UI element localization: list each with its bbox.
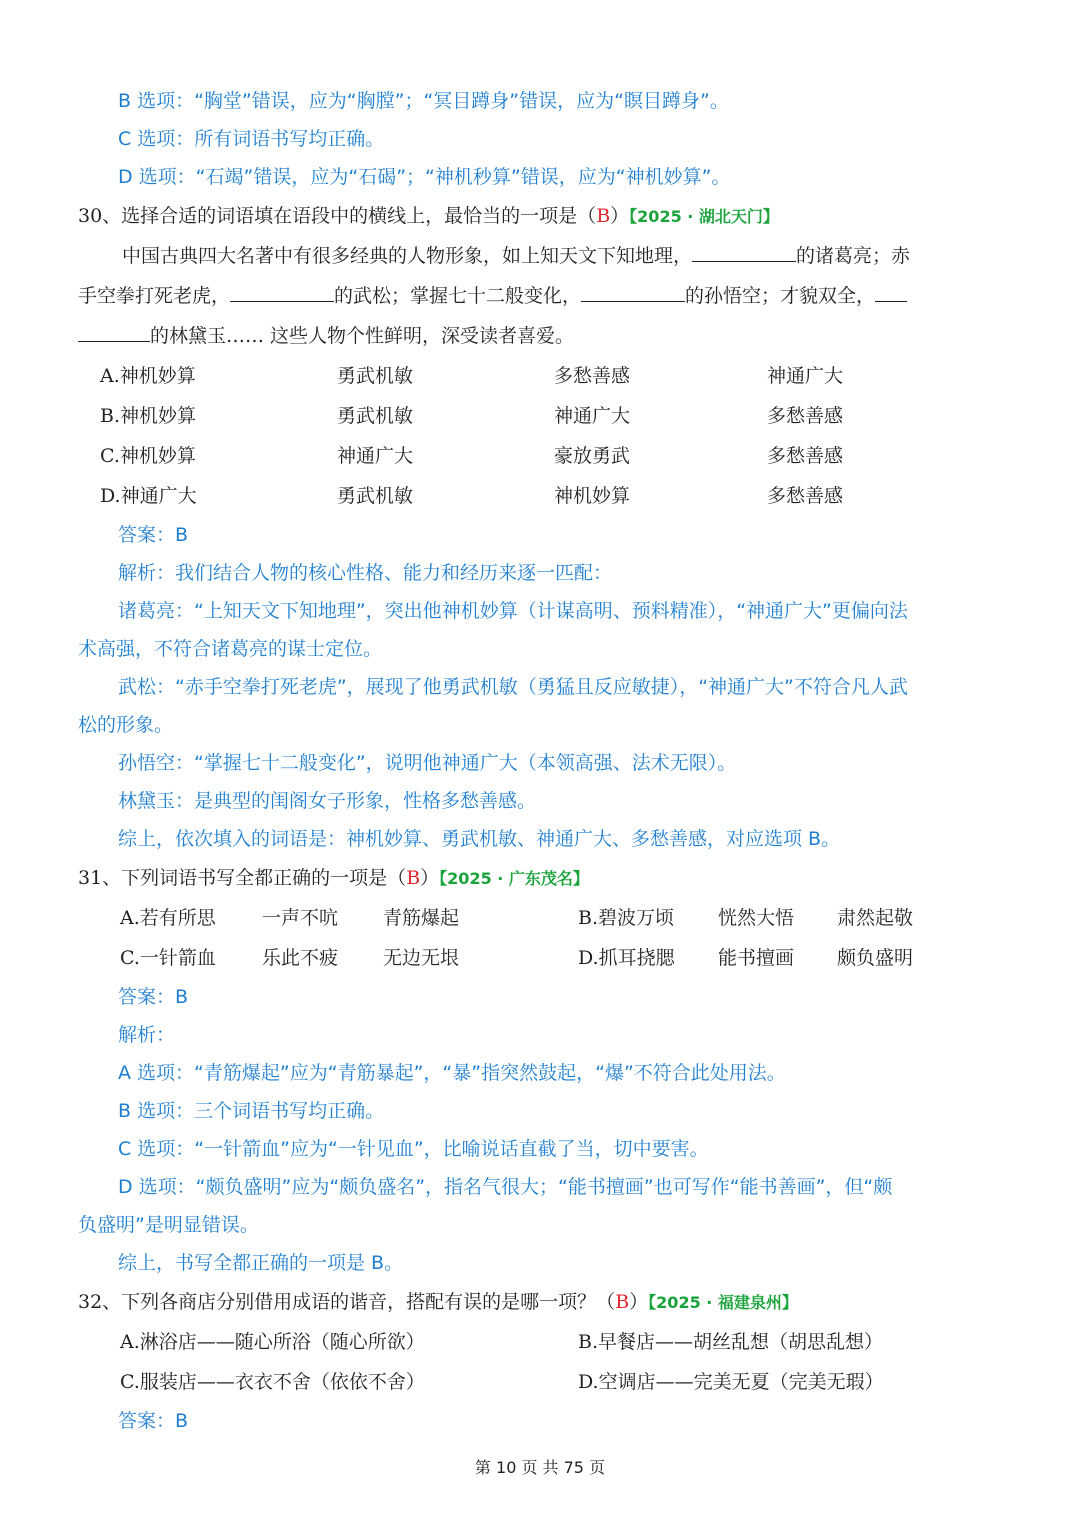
- q30-option-b-4: 多愁善感: [767, 405, 844, 427]
- q30-stem-prefix: 30、选择合适的词语填在语段中的横线上，最恰当的一项是（: [78, 205, 597, 227]
- q30-option-c-4: 多愁善感: [767, 445, 844, 467]
- q31-analysis-c: C 选项：“一针箭血”应为“一针见血”，比喻说话直截了当，切中要害。: [118, 1138, 709, 1160]
- q31-analysis-a: A 选项：“青筋爆起”应为“青筋暴起”，“暴”指突然鼓起，“爆”不符合此处用法。: [118, 1062, 786, 1084]
- q31-stem-prefix: 31、下列词语书写全都正确的一项是（: [78, 867, 407, 889]
- q30-option-d-4: 多愁善感: [767, 485, 844, 507]
- q32-answer-letter: B: [615, 1291, 630, 1313]
- q32-stem-prefix: 32、下列各商店分别借用成语的谐音，搭配有误的是哪一项？（: [78, 1291, 616, 1313]
- q30-stem: [78, 201, 779, 232]
- q30-analysis-zhuge-2: 术高强，不符合诸葛亮的谋士定位。: [78, 638, 383, 660]
- q31-answer-letter: B: [406, 867, 421, 889]
- q31-option-d-3: 颇负盛明: [837, 947, 914, 969]
- q29-analysis-b: B 选项：“胸堂”错误，应为“胸膛”；“冥目蹲身”错误，应为“瞑目蹲身”。: [118, 90, 729, 112]
- q31-analysis-intro: 解析：: [118, 1024, 176, 1046]
- q30-answer: 答案：B: [118, 524, 189, 546]
- q30-passage-text: 的诸葛亮；赤: [796, 245, 911, 267]
- q30-option-d-1: D.神通广大: [100, 485, 197, 507]
- q30-passage-line3: [78, 321, 574, 351]
- q30-option-c-2: 神通广大: [337, 445, 414, 467]
- q30-passage-text: 中国古典四大名著中有很多经典的人物形象，如上知天文下知地理，: [122, 245, 693, 267]
- page-number-footer: 第 10 页 共 75 页: [474, 1458, 606, 1477]
- q31-option-d-1: D.抓耳挠腮: [578, 947, 675, 969]
- q30-option-a-4: 神通广大: [767, 365, 844, 387]
- q31-option-a-3: 青筋爆起: [383, 907, 460, 929]
- fill-blank: [692, 241, 796, 262]
- fill-blank: [581, 281, 685, 302]
- q30-analysis-lin: 林黛玉：是典型的闺阁女子形象，性格多愁善感。: [118, 790, 537, 812]
- q30-analysis-intro: 解析：我们结合人物的核心性格、能力和经历来逐一匹配：: [118, 562, 613, 584]
- q32-option-b: B.早餐店——胡丝乱想（胡思乱想）: [578, 1331, 884, 1353]
- q30-analysis-wusong-1: 武松：“赤手空拳打死老虎”，展现了他勇武机敏（勇猛且反应敏捷），“神通广大”不符合凡人武: [118, 676, 908, 698]
- q30-passage-text: 的林黛玉…… 这些人物个性鲜明，深受读者喜爱。: [150, 325, 575, 347]
- q30-option-b-2: 勇武机敏: [337, 405, 414, 427]
- q30-passage-text: 的孙悟空；才貌双全，: [685, 285, 876, 307]
- q30-option-d-3: 神机妙算: [554, 485, 631, 507]
- q32-option-d: D.空调店——完美无夏（完美无瑕）: [578, 1371, 884, 1393]
- q30-analysis-zhuge-1: 诸葛亮：“上知天文下知地理”，突出他神机妙算（计谋高明、预料精准），“神通广大”更偏向法: [118, 600, 908, 622]
- q31-answer: 答案：B: [118, 986, 189, 1008]
- q30-option-c-3: 豪放勇武: [554, 445, 631, 467]
- q32-stem-suffix: ）: [629, 1291, 649, 1313]
- q32-option-a: A.淋浴店——随心所浴（随心所欲）: [120, 1331, 425, 1353]
- q31-analysis-summary: 综上，书写全都正确的一项是 B。: [118, 1252, 404, 1274]
- q32-option-c: C.服装店——衣衣不舍（依依不舍）: [120, 1371, 425, 1393]
- q30-passage-line2: [78, 281, 907, 311]
- q30-answer-letter: B: [596, 205, 611, 227]
- q30-analysis-summary: 综上，依次填入的词语是：神机妙算、勇武机敏、神通广大、多愁善感，对应选项 B。: [118, 828, 841, 850]
- q31-source-tag: 【2025 · 广东茂名】: [439, 869, 589, 888]
- q31-option-a-1: A.若有所思: [120, 907, 216, 929]
- q30-passage-text: 的武松；掌握七十二般变化，: [334, 285, 582, 307]
- q31-analysis-b: B 选项：三个词语书写均正确。: [118, 1100, 385, 1122]
- q31-option-b-3: 肃然起敬: [837, 907, 914, 929]
- q30-passage-text: 手空拳打死老虎，: [78, 285, 231, 307]
- q29-analysis-d: D 选项：“石竭”错误，应为“石碣”；“神机秒算”错误，应为“神机妙算”。: [118, 166, 731, 188]
- q30-option-a-2: 勇武机敏: [337, 365, 414, 387]
- q30-analysis-wusong-2: 松的形象。: [78, 714, 174, 736]
- q30-option-b-3: 神通广大: [554, 405, 631, 427]
- q31-analysis-d-1: D 选项：“颇负盛明”应为“颇负盛名”，指名气很大；“能书擅画”也可写作“能书善画”，但“颇: [118, 1176, 893, 1198]
- q31-stem: [78, 863, 589, 894]
- q30-option-a-1: A.神机妙算: [100, 365, 196, 387]
- q31-option-a-2: 一声不吭: [262, 907, 339, 929]
- q31-option-c-3: 无边无垠: [383, 947, 460, 969]
- q31-option-c-2: 乐此不疲: [262, 947, 339, 969]
- q29-analysis-c: C 选项：所有词语书写均正确。: [118, 128, 385, 150]
- q32-answer: 答案：B: [118, 1410, 189, 1432]
- q31-option-c-1: C.一针箭血: [120, 947, 216, 969]
- q31-option-b-1: B.碧波万顷: [578, 907, 675, 929]
- q30-option-c-1: C.神机妙算: [100, 445, 196, 467]
- q30-option-b-1: B.神机妙算: [100, 405, 197, 427]
- q30-source-tag: 【2025 · 湖北天门】: [629, 207, 779, 226]
- q31-stem-suffix: ）: [420, 867, 440, 889]
- q30-option-d-2: 勇武机敏: [337, 485, 414, 507]
- q31-option-d-2: 能书擅画: [718, 947, 795, 969]
- q31-option-b-2: 恍然大悟: [718, 907, 795, 929]
- q30-passage-line1: [122, 241, 910, 271]
- fill-blank: [230, 281, 334, 302]
- q30-stem-suffix: ）: [610, 205, 630, 227]
- q32-stem: [78, 1287, 798, 1318]
- fill-blank: [875, 281, 907, 302]
- q30-analysis-sun: 孙悟空：“掌握七十二般变化”，说明他神通广大（本领高强、法术无限）。: [118, 752, 737, 774]
- q31-analysis-d-2: 负盛明”是明显错误。: [78, 1214, 259, 1236]
- fill-blank: [78, 321, 150, 342]
- q32-source-tag: 【2025 · 福建泉州】: [648, 1293, 798, 1312]
- q30-option-a-3: 多愁善感: [554, 365, 631, 387]
